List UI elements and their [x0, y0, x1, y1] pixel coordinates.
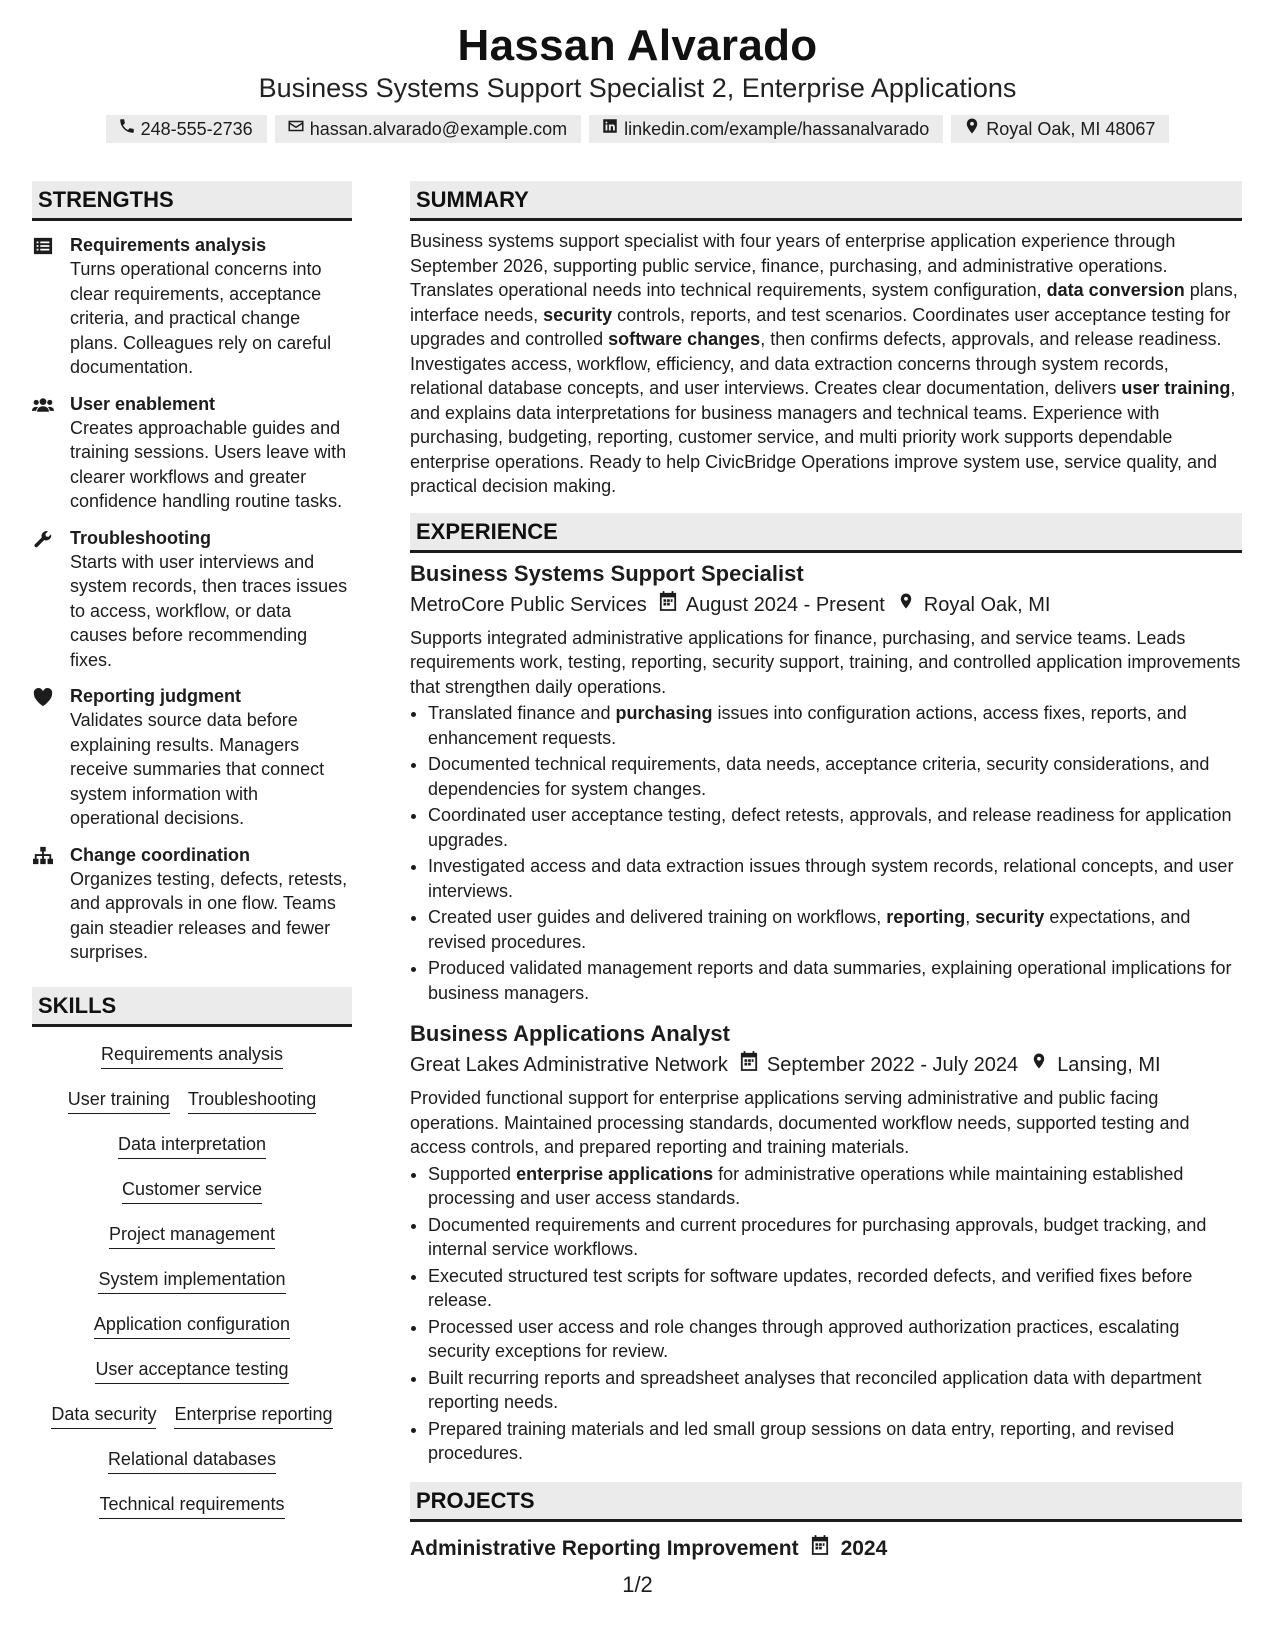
skills-heading: SKILLS [32, 987, 352, 1027]
strength-title: Reporting judgment [70, 686, 241, 706]
bullet-item: • Investigated access and data extraction issues through system records, relational concepts, and user interviews. [428, 854, 1242, 903]
sitemap-icon [32, 846, 54, 866]
resume-header [0, 20, 1275, 143]
right-column [410, 181, 1242, 1564]
users-icon [32, 395, 54, 415]
project-title: Administrative Reporting Improvement [410, 1536, 799, 1560]
job-entry [410, 1019, 1242, 1466]
linkedin-icon [601, 115, 619, 143]
projects-heading: PROJECTS [410, 1482, 1242, 1522]
summary-heading: SUMMARY [410, 181, 1242, 221]
strength-item [32, 233, 352, 380]
strength-item [32, 843, 352, 965]
contact-location [951, 115, 1169, 143]
candidate-name: Hassan Alvarado [457, 21, 818, 70]
strength-title: User enablement [70, 393, 216, 414]
job-bullets [410, 701, 1242, 1005]
strength-desc: Creates approachable guides and training sessions. Users leave with clearer workflows and greater confidence handling routine tasks. [70, 417, 347, 511]
company-name: Great Lakes Administrative Network [410, 1054, 728, 1076]
bullet-item: • Supported enterprise applications for administrative operations while maintaining established processing and user access standards. [428, 1162, 1242, 1211]
email-link[interactable]: hassan.alvarado@example.com [309, 119, 568, 139]
skill-tag: Data security [51, 1401, 156, 1429]
list-icon [32, 236, 54, 256]
job-location: Royal Oak, MI [923, 593, 1051, 616]
job-description: Provided functional support for enterprise applications serving administrative and public facing operations. Maintained processing standards, documented workflow needs, supported testing and access controls, and prepared reporting and training materials. [410, 1088, 1190, 1157]
map-pin-icon [963, 115, 981, 143]
strengths-heading: STRENGTHS [32, 181, 352, 221]
skill-tag: Data interpretation [118, 1131, 266, 1159]
bullet-item: • Documented technical requirements, data needs, acceptance criteria, security considerations, and dependencies for system changes. [428, 752, 1242, 801]
phone-text: 248-555-2736 [140, 119, 253, 139]
bullet-item: • Created user guides and delivered training on workflows, reporting, security expectations, and revised procedures. [428, 905, 1242, 954]
candidate-title: Business Systems Support Specialist 2, Enterprise Applications [258, 73, 1017, 103]
strength-item [32, 526, 352, 673]
job-title: Business Applications Analyst [410, 1021, 730, 1046]
skill-tag: Application configuration [94, 1311, 290, 1339]
map-pin-icon [897, 590, 915, 620]
calendar-icon [659, 590, 677, 620]
skill-tag: System implementation [98, 1266, 285, 1294]
strength-desc: Validates source data before explaining results. Managers receive summaries that connect system information with operational decisions. [70, 710, 325, 828]
skill-tag: Relational databases [108, 1446, 276, 1474]
calendar-icon [740, 1050, 758, 1080]
job-meta [410, 590, 1242, 620]
calendar-icon [811, 1534, 829, 1564]
wrench-icon [32, 529, 54, 549]
experience-heading: EXPERIENCE [410, 513, 1242, 553]
page-number: 1/2 [622, 1572, 653, 1597]
skill-tag: Enterprise reporting [174, 1401, 332, 1429]
job-dates: August 2024 - Present [685, 593, 885, 616]
left-column [32, 181, 352, 1536]
bullet-item: • Processed user access and role changes through approved authorization practices, escalating security exceptions for review. [428, 1315, 1242, 1364]
bullet-item: • Coordinated user acceptance testing, defect retests, approvals, and release readiness for application upgrades. [428, 803, 1242, 852]
envelope-icon [287, 115, 305, 143]
skill-tag: User training [68, 1086, 170, 1114]
contact-email[interactable] [275, 115, 581, 143]
phone-icon [118, 115, 136, 143]
bullet-item: • Executed structured test scripts for software updates, recorded defects, and verified fixes before release. [428, 1264, 1242, 1313]
strength-title: Change coordination [70, 844, 250, 865]
skill-tag: User acceptance testing [95, 1356, 288, 1384]
bullet-item: • Translated finance and purchasing issues into configuration actions, access fixes, reports, and enhancement requests. [428, 701, 1242, 750]
skill-tag: Technical requirements [99, 1491, 284, 1519]
linkedin-link[interactable]: linkedin.com/example/hassanalvarado [624, 119, 930, 139]
strength-title: Requirements analysis [70, 235, 267, 255]
strength-desc: Turns operational concerns into clear requirements, acceptance criteria, and practical change plans. Colleagues rely on careful documentation. [70, 259, 332, 377]
strength-title: Troubleshooting [70, 527, 211, 548]
job-location: Lansing, MI [1057, 1054, 1161, 1076]
job-entry [410, 559, 1242, 1006]
skill-tag: Project management [109, 1221, 275, 1249]
skill-tag: Troubleshooting [188, 1086, 316, 1114]
contact-phone [106, 115, 267, 143]
summary-text: Business systems support specialist with four years of enterprise application experience through September 2026, supporting public service, finance, purchasing, and administrative operations. Translates operational needs into technical requirements, system configuration, data conversion plans, interface needs, security controls, reports, and test scenarios. Coordinates user acceptance testing for upgrades and controlled software changes, then confirms defects, approvals, and release readiness. Investigates access, workflow, efficiency, and data extraction concerns through system records, relational database concepts, and user interviews. Creates clear documentation, delivers user training, and explains data interpretations for business managers and technical teams. Experience with purchasing, budgeting, reporting, customer service, and multi priority work supports dependable enterprise operations. Ready to help CivicBridge Operations improve system use, service quality, and practical decision making. [410, 231, 1238, 496]
project-entry [410, 1534, 1242, 1564]
project-year: 2024 [840, 1536, 888, 1560]
job-title: Business Systems Support Specialist [410, 560, 804, 586]
location-text: Royal Oak, MI 48067 [986, 119, 1156, 139]
strength-item [32, 684, 352, 831]
skill-tag: Requirements analysis [101, 1041, 283, 1069]
job-meta [410, 1050, 1242, 1080]
strength-item [32, 392, 352, 514]
skills-list [32, 1041, 352, 1536]
map-pin-icon [1030, 1050, 1048, 1080]
contact-linkedin[interactable] [589, 115, 943, 143]
strength-desc: Organizes testing, defects, retests, and approvals in one flow. Teams gain steadier releases and fewer surprises. [70, 868, 348, 962]
company-name: MetroCore Public Services [410, 593, 647, 616]
skill-tag: Customer service [122, 1176, 262, 1204]
contact-bar [0, 115, 1275, 143]
bullet-item: • Prepared training materials and led small group sessions on data entry, reporting, and revised procedures. [428, 1417, 1242, 1466]
job-description: Supports integrated administrative applications for finance, purchasing, and service teams. Leads requirements work, testing, reporting, security support, training, and controlled application improvements that strengthen daily operations. [410, 627, 1241, 697]
job-bullets [410, 1162, 1242, 1466]
job-dates: September 2022 - July 2024 [766, 1054, 1019, 1076]
strength-desc: Starts with user interviews and system records, then traces issues to access, workflow, or data causes before recommending fixes. [70, 551, 348, 670]
bullet-item: • Produced validated management reports and data summaries, explaining operational implications for business managers. [428, 956, 1242, 1005]
bullet-item: • Documented requirements and current procedures for purchasing approvals, budget tracking, and internal service workflows. [428, 1213, 1242, 1262]
bullet-item: • Built recurring reports and spreadsheet analyses that reconciled application data with department reporting needs. [428, 1366, 1242, 1415]
heart-icon [32, 687, 54, 707]
